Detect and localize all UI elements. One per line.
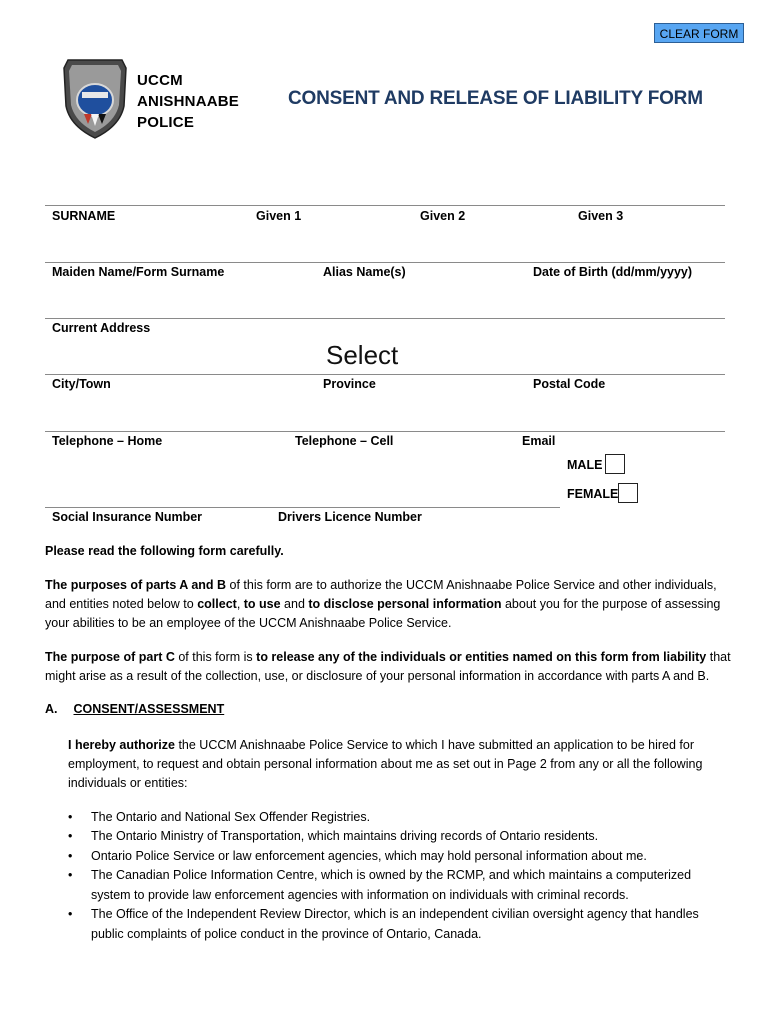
- province-select[interactable]: Select: [326, 340, 399, 370]
- postal-code-label: Postal Code: [533, 377, 606, 391]
- organization-name: UCCM ANISHNAABE POLICE: [137, 72, 240, 131]
- male-checkbox[interactable]: [605, 454, 625, 474]
- city-label: City/Town: [52, 377, 111, 391]
- paragraph-purpose-c: The purpose of part C of this form is to release any of the individuals or entities named on this form from liability that might arise as a result of the collection, use, or disclosure of your personal information in accordance with parts A and B.: [45, 650, 731, 683]
- field-line-city[interactable]: [45, 374, 725, 375]
- list-item: The Office of the Independent Review Director, which is an independent civilian oversight agency that handles public complaints of police conduct in the province of Ontario, Canada.: [91, 907, 699, 941]
- field-line-phone[interactable]: [45, 431, 725, 432]
- field-line-alias[interactable]: [45, 262, 725, 263]
- alias-label: Alias Name(s): [323, 265, 406, 279]
- list-item: The Ontario Ministry of Transportation, which maintains driving records of Ontario residents.: [91, 829, 599, 843]
- telephone-cell-label: Telephone – Cell: [295, 434, 394, 448]
- paragraph-purpose-ab: The purposes of parts A and B of this form are to authorize the UCCM Anishnaabe Police Service and other individuals, and entities noted below to collect, to use and to disclose personal information about you for the purpose of assessing your abilities to be an employee of the UCCM Anishnaabe Police Service.: [45, 578, 721, 630]
- read-notice: Please read the following form carefully.: [45, 544, 284, 558]
- clear-form-button[interactable]: CLEAR FORM: [654, 23, 744, 43]
- bullet-dot: •: [68, 868, 73, 882]
- telephone-home-label: Telephone – Home: [52, 434, 163, 448]
- female-label: FEMALE: [567, 487, 619, 501]
- paragraph-authorize: I hereby authorize the UCCM Anishnaabe Police Service to which I have submitted an application to be hired for employment, to request and obtain personal information about me as set out in Page 2 from any or all the following individuals or entities:: [68, 738, 703, 790]
- given1-label: Given 1: [256, 209, 302, 223]
- bullet-dot: •: [68, 849, 73, 863]
- bullet-dot: •: [68, 810, 73, 824]
- drivers-licence-label: Drivers Licence Number: [278, 510, 422, 524]
- given2-label: Given 2: [420, 209, 466, 223]
- address-label: Current Address: [52, 321, 151, 335]
- province-label: Province: [323, 377, 376, 391]
- field-line-sin[interactable]: [45, 507, 560, 508]
- bullet-dot: •: [68, 829, 73, 843]
- male-label: MALE: [567, 458, 603, 472]
- list-item: The Ontario and National Sex Offender Registries.: [91, 810, 371, 824]
- maiden-name-label: Maiden Name/Form Surname: [52, 265, 225, 279]
- field-line-address[interactable]: [45, 318, 725, 319]
- sin-label: Social Insurance Number: [52, 510, 203, 524]
- bullet-dot: •: [68, 907, 73, 921]
- dob-label: Date of Birth (dd/mm/yyyy): [533, 265, 693, 279]
- list-item: Ontario Police Service or law enforcement agencies, which may hold personal information about me.: [91, 849, 647, 863]
- form-title: CONSENT AND RELEASE OF LIABILITY FORM: [288, 88, 703, 109]
- list-item: The Canadian Police Information Centre, which is owned by the RCMP, and which maintains a computerized system to provide law enforcement agencies with information on individuals with criminal records.: [91, 868, 692, 902]
- section-a-heading: A. CONSENT/ASSESSMENT: [45, 702, 225, 716]
- female-checkbox[interactable]: [618, 483, 638, 503]
- given3-label: Given 3: [578, 209, 624, 223]
- surname-label: SURNAME: [52, 209, 116, 223]
- email-label: Email: [522, 434, 556, 448]
- field-line-names[interactable]: [45, 205, 725, 206]
- police-badge-logo: [60, 56, 130, 140]
